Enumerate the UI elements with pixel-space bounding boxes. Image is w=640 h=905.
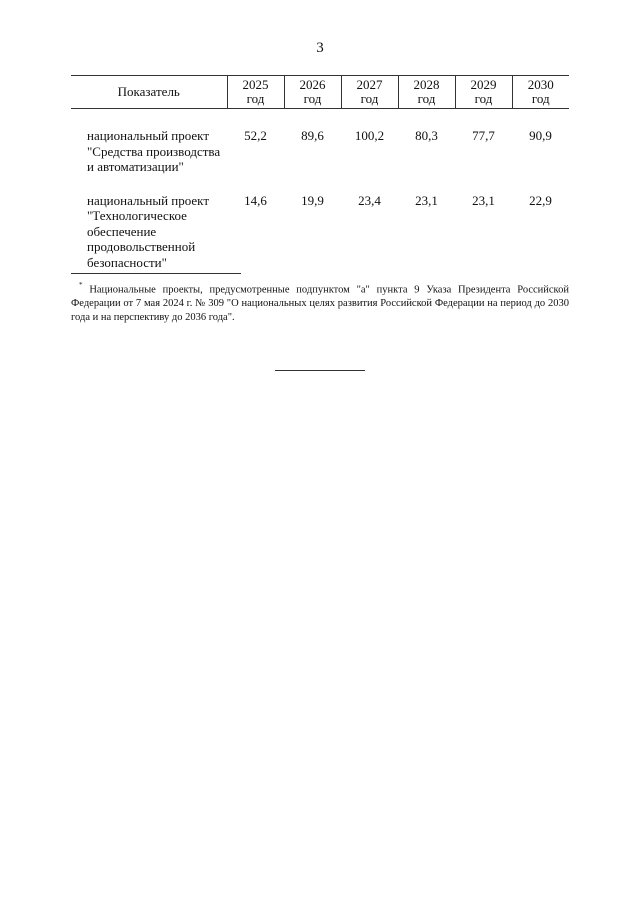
row-indicator: национальный проект "Технологическое обеспечение продовольственной безопасности" [87, 192, 210, 270]
row-value: 52,2 [244, 128, 267, 143]
table-row [71, 175, 569, 271]
header-year-label: 2029 [470, 77, 497, 92]
header-year-label: 2027 [356, 77, 383, 92]
footnote-marker: * [79, 281, 83, 289]
header-year-unit: год [531, 91, 550, 106]
row-indicator: национальный проект "Средства производства и автоматизации" [87, 128, 221, 174]
row-value: 89,6 [301, 128, 324, 143]
table-row [71, 109, 569, 175]
header-year-label: 2026 [299, 77, 326, 92]
end-of-document-rule [275, 370, 365, 371]
header-year-label: 2028 [413, 77, 440, 92]
row-value: 23,4 [358, 192, 381, 208]
row-value: 90,9 [529, 128, 552, 143]
header-year-2027 [341, 76, 398, 109]
footnote-text: Национальные проекты, предусмотренные подпунктом "а" пункта 9 Указа Президента Российской Федерации от 7 мая 2024 г. № 309 "О национальных целях развития Российской Федерации на период до 2030 года и на перспективу до 2036 года". [71, 284, 569, 323]
footnote [71, 280, 569, 324]
row-value: 23,1 [472, 192, 495, 208]
header-year-2025 [227, 76, 284, 109]
header-year-2030 [512, 76, 569, 109]
header-indicator: Показатель [71, 76, 227, 109]
row-value: 22,9 [529, 192, 552, 208]
row-value: 19,9 [301, 192, 324, 208]
header-year-2026 [284, 76, 341, 109]
header-year-label: 2025 [242, 77, 269, 92]
header-year-unit: год [303, 91, 322, 106]
page-number: 3 [316, 40, 324, 56]
indicator-table [71, 75, 569, 270]
row-value: 100,2 [354, 128, 385, 143]
header-year-2028 [398, 76, 455, 109]
row-value: 77,7 [472, 128, 495, 143]
header-year-unit: год [246, 91, 265, 106]
table-header-row [71, 76, 569, 109]
row-value: 14,6 [244, 192, 267, 208]
header-year-2029 [455, 76, 512, 109]
header-year-label: 2030 [527, 77, 554, 92]
header-year-unit: год [360, 91, 379, 106]
header-year-unit: год [417, 91, 436, 106]
footnote-divider [71, 273, 241, 274]
row-value: 80,3 [415, 128, 438, 143]
header-year-unit: год [474, 91, 493, 106]
row-value: 23,1 [415, 192, 438, 208]
